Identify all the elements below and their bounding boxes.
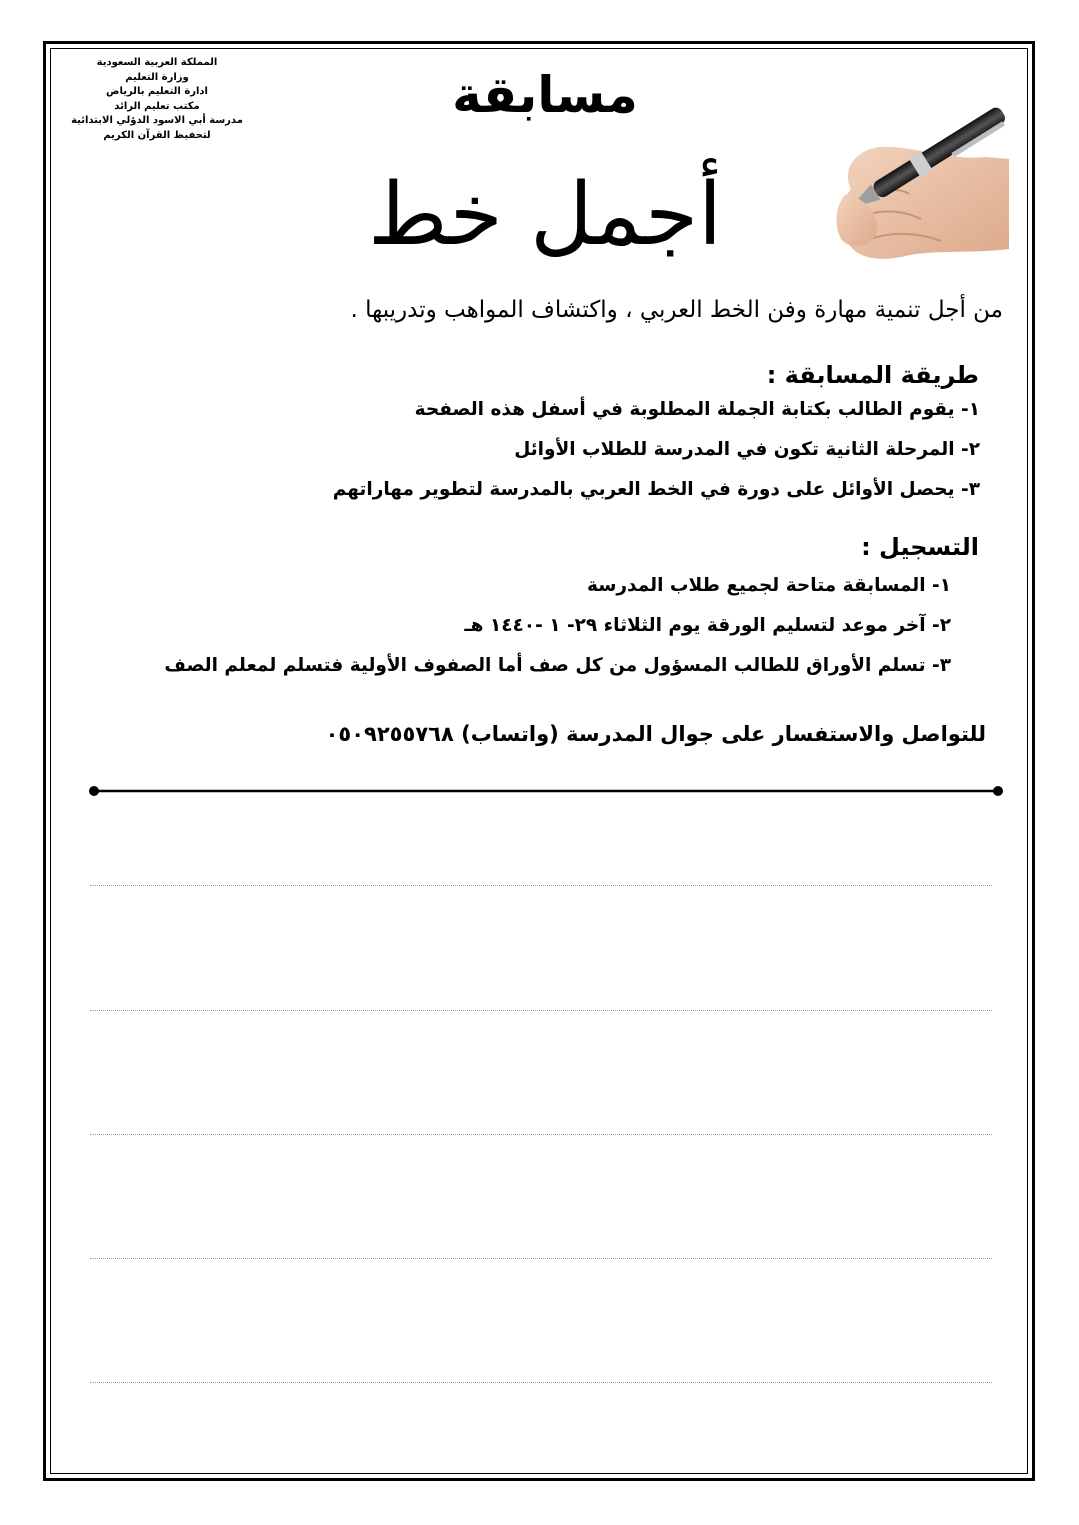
contact-info: للتواصل والاستفسار على جوال المدرسة (واتساب) ٠٥٠٩٢٥٥٧٦٨ <box>325 722 986 746</box>
intro-text: من أجل تنمية مهارة وفن الخط العربي ، واكتشاف المواهب وتدريبها . <box>350 297 1003 323</box>
method-item: ٣- يحصل الأوائل على دورة في الخط العربي بالمدرسة لتطوير مهاراتهم <box>332 479 980 500</box>
section-divider <box>88 783 1004 799</box>
writing-line[interactable] <box>90 885 992 886</box>
writing-line[interactable] <box>90 1382 992 1383</box>
writing-line[interactable] <box>90 1258 992 1259</box>
registration-item: ٣- تسلم الأوراق للطالب المسؤول من كل صف أما الصفوف الأولية فتسلم لمعلم الصف <box>164 655 951 676</box>
competition-label: مسابقة <box>452 66 638 124</box>
ministry-line: ادارة التعليم بالرياض <box>106 86 208 97</box>
writing-line[interactable] <box>90 1134 992 1135</box>
registration-item: ١- المسابقة متاحة لجميع طلاب المدرسة <box>587 575 951 596</box>
ministry-header <box>62 56 252 143</box>
method-heading: طريقة المسابقة : <box>766 361 979 389</box>
registration-list <box>164 566 951 686</box>
ministry-line: المملكة العربية السعودية <box>96 57 218 68</box>
method-list <box>333 390 980 510</box>
ministry-line: لتحفيظ القرآن الكريم <box>103 129 211 141</box>
registration-heading: التسجيل : <box>861 533 979 561</box>
method-item: ٢- المرحلة الثانية تكون في المدرسة للطلاب الأوائل <box>514 439 980 460</box>
ministry-line: مكتب تعليم الرائد <box>114 100 200 112</box>
ministry-line: مدرسة أبي الاسود الدؤلي الابتدائية <box>71 115 243 126</box>
writing-line[interactable] <box>90 1010 992 1011</box>
ministry-line: وزارة التعليم <box>125 71 189 83</box>
registration-item: ٢- آخر موعد لتسليم الورقة يوم الثلاثاء ٢٩- ١ -١٤٤٠ هـ <box>464 615 951 636</box>
method-item: ١- يقوم الطالب بكتابة الجملة المطلوبة في أسفل هذه الصفحة <box>414 399 980 420</box>
competition-title: أجمل خط <box>367 165 723 265</box>
hand-writing-pen-icon <box>781 69 1009 284</box>
